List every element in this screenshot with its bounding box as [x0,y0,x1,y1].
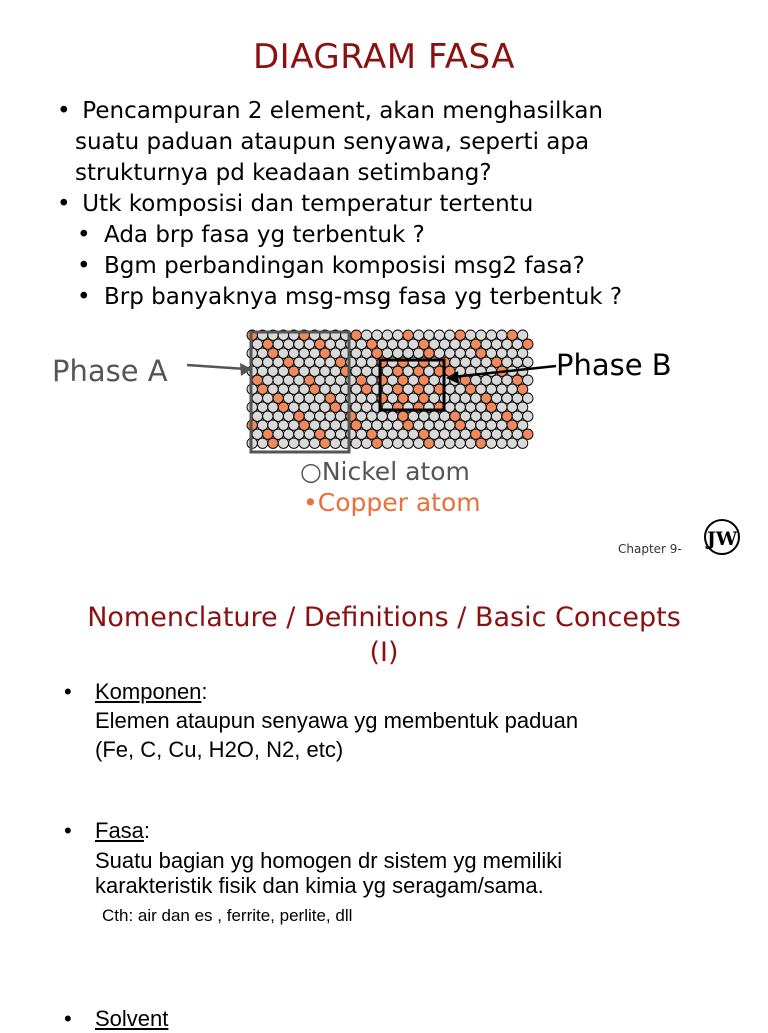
example-text: Cth: air dan es , ferrite, perlite, dll [102,906,353,925]
legend-copper-text: Copper atom [317,488,481,517]
nickel-atom [507,438,517,448]
term: Solvent [95,1006,169,1031]
sub-bullet-text: Bgm perbandingan komposisi msg2 fasa? [104,253,585,279]
bullet-line: suatu paduan ataupun senyawa, seperti apa [75,129,590,155]
term: Fasa [95,818,144,843]
phase-a-label: Phase A [52,354,168,388]
nickel-atom [361,438,371,448]
bullet-marker: • [77,284,91,310]
copper-atom [424,438,434,448]
bullet-marker: • [77,253,91,279]
legend-copper [303,488,481,517]
bullet-line: strukturnya pd keadaan setimbang? [75,160,492,186]
copper-atom [476,438,486,448]
section-title-line: Nomenclature / Definitions / Basic Concepts [87,602,681,633]
term-colon: : [201,679,208,704]
definition-komponen [64,677,579,762]
term: Komponen [95,679,202,704]
logo-letters: JW [706,528,738,550]
legend-nickel-text: Nickel atom [321,457,470,486]
definition-solvent [64,1004,169,1033]
term-colon: : [143,818,151,843]
section-title [30,600,738,670]
copper-marker: • [303,488,318,517]
nickel-atom [455,438,465,448]
nickel-atom [465,438,475,448]
atom-lattice [247,330,533,448]
definition-text: (Fe, C, Cu, H2O, N2, etc) [95,737,344,762]
publisher-logo [703,518,741,556]
bullet-marker: • [57,98,71,124]
nickel-atom [289,438,299,448]
nickel-atom [351,438,361,448]
bullet-marker: • [77,222,91,248]
slide-title: DIAGRAM FASA [252,37,516,77]
nickel-atom [413,438,423,448]
definition-text: karakteristik fisik dan kimia yg seragam/sama. [95,873,544,898]
nickel-atom [486,438,496,448]
definition-text: Elemen ataupun senyawa yg membentuk paduan [95,708,579,733]
section-title-line: (I) [369,637,399,668]
nickel-atom [497,438,507,448]
bullet-line: Pencampuran 2 element, akan menghasilkan [75,98,604,124]
nickel-marker: ○ [300,457,322,486]
nickel-atom [382,438,392,448]
nickel-atom [257,438,267,448]
sub-bullet-text: Ada brp fasa yg terbentuk ? [104,222,425,248]
sub-bullet-text: Brp banyaknya msg-msg fasa yg terbentuk ? [104,284,623,310]
legend-nickel [300,457,470,486]
bullet-marker: • [64,818,72,843]
copper-atom [320,438,330,448]
phase-a-arrow [187,365,246,369]
copper-atom [372,438,382,448]
phase-b-label: Phase B [556,348,672,382]
copper-atom [268,438,278,448]
bullet-marker: • [64,1006,72,1031]
nickel-atom [309,438,319,448]
definition-fasa [64,816,563,925]
nickel-atom [330,438,340,448]
bullet-marker: • [57,191,71,217]
chapter-footer: Chapter 9- [618,542,682,556]
nickel-atom [278,438,288,448]
nickel-atom [445,438,455,448]
bullet-marker: • [64,679,72,704]
nickel-atom [299,438,309,448]
nickel-atom [434,438,444,448]
nickel-atom [403,438,413,448]
bullet-line: Utk komposisi dan temperatur tertentu [75,191,534,217]
nickel-atom [517,438,527,448]
definition-text: Suatu bagian yg homogen dr sistem yg memiliki [95,848,563,873]
nickel-atom [393,438,403,448]
